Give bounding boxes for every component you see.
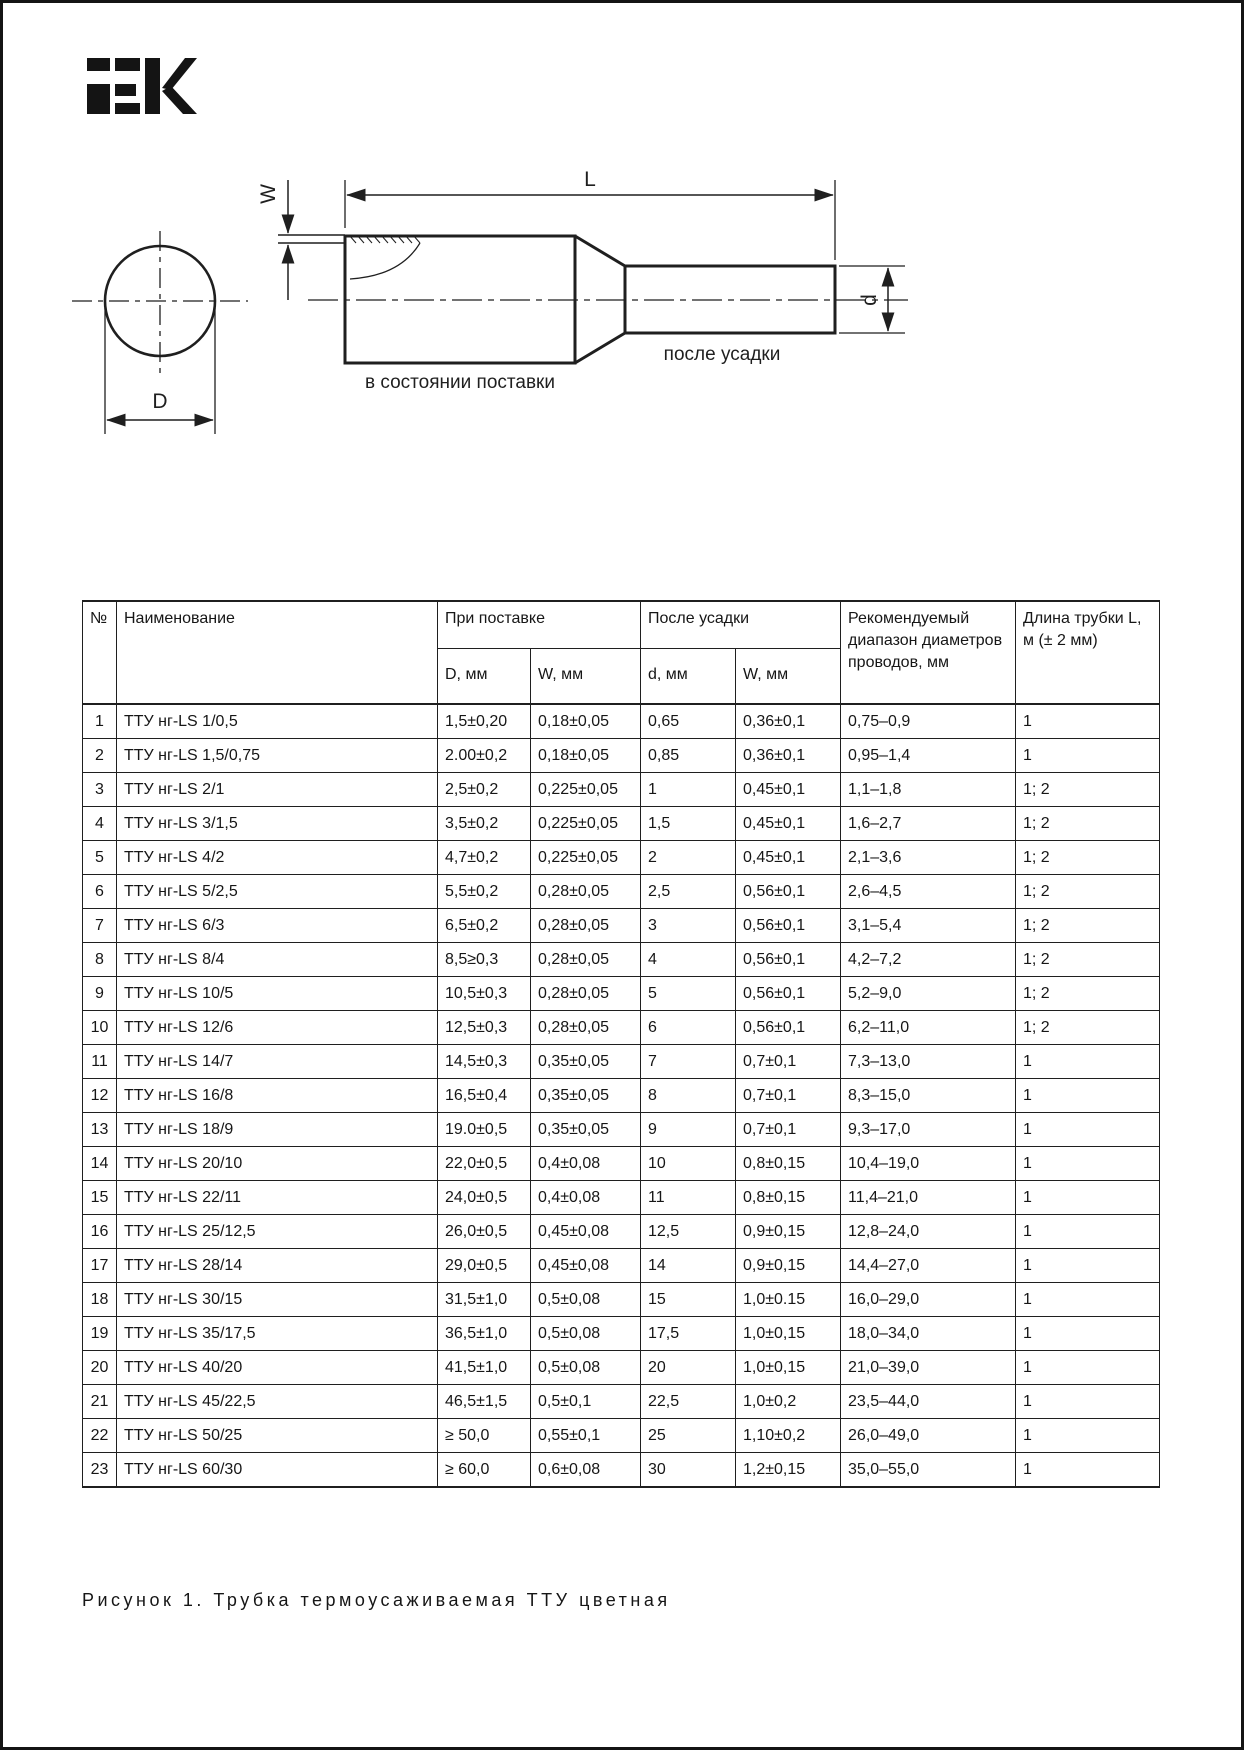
- tube-body: [278, 235, 908, 363]
- cell: ТТУ нг-LS 25/12,5: [117, 1215, 438, 1249]
- cell: 2,5: [641, 875, 736, 909]
- cell: 1: [1016, 1351, 1160, 1385]
- cell: 5,5±0,2: [438, 875, 531, 909]
- cell: 0,45±0,08: [531, 1249, 641, 1283]
- subcol-W-after: W, мм: [736, 649, 841, 705]
- cell: 0,45±0,1: [736, 841, 841, 875]
- table-row: [83, 1385, 1160, 1419]
- cell: 22,5: [641, 1385, 736, 1419]
- table-row: [83, 1283, 1160, 1317]
- cell: 0,85: [641, 739, 736, 773]
- cell-row-number: 11: [83, 1045, 117, 1079]
- cell-row-number: 14: [83, 1147, 117, 1181]
- table-row: [83, 1147, 1160, 1181]
- spec-table-rows: [83, 704, 1160, 1487]
- cell: 0,65: [641, 704, 736, 739]
- cell: 0,45±0,1: [736, 773, 841, 807]
- cell-row-number: 8: [83, 943, 117, 977]
- cell: 1; 2: [1016, 909, 1160, 943]
- cell: 1; 2: [1016, 943, 1160, 977]
- cell: 9: [641, 1113, 736, 1147]
- cell: 36,5±1,0: [438, 1317, 531, 1351]
- table-row: [83, 875, 1160, 909]
- cell: 26,0–49,0: [841, 1419, 1016, 1453]
- cell: 0,8±0,15: [736, 1181, 841, 1215]
- iek-logo-glyphs: [87, 58, 197, 114]
- table-row: [83, 1181, 1160, 1215]
- cell: 1: [641, 773, 736, 807]
- cell: 1: [1016, 1419, 1160, 1453]
- cell: 0,45±0,08: [531, 1215, 641, 1249]
- cell: 4,2–7,2: [841, 943, 1016, 977]
- cell: 2,5±0,2: [438, 773, 531, 807]
- cell: 1; 2: [1016, 977, 1160, 1011]
- cell: 0,225±0,05: [531, 807, 641, 841]
- cell-row-number: 9: [83, 977, 117, 1011]
- cell: ТТУ нг-LS 22/11: [117, 1181, 438, 1215]
- cell: 22,0±0,5: [438, 1147, 531, 1181]
- cell: 4,7±0,2: [438, 841, 531, 875]
- cell: 14: [641, 1249, 736, 1283]
- table-row: [83, 1317, 1160, 1351]
- cell: 35,0–55,0: [841, 1453, 1016, 1488]
- cell: 0,5±0,1: [531, 1385, 641, 1419]
- cell: 1,0±0.15: [736, 1283, 841, 1317]
- subcol-W-delivery: W, мм: [531, 649, 641, 705]
- col-header-name: Наименование: [117, 601, 438, 704]
- cell: 1,5: [641, 807, 736, 841]
- cell: 0,6±0,08: [531, 1453, 641, 1488]
- cell: 0,75–0,9: [841, 704, 1016, 739]
- cell: 23,5–44,0: [841, 1385, 1016, 1419]
- cell: ТТУ нг-LS 10/5: [117, 977, 438, 1011]
- cell: 0,95–1,4: [841, 739, 1016, 773]
- cell: 2: [641, 841, 736, 875]
- cell: 21,0–39,0: [841, 1351, 1016, 1385]
- cell-row-number: 23: [83, 1453, 117, 1488]
- cell: ТТУ нг-LS 20/10: [117, 1147, 438, 1181]
- cell: 8,3–15,0: [841, 1079, 1016, 1113]
- cell: 10: [641, 1147, 736, 1181]
- cell: ТТУ нг-LS 35/17,5: [117, 1317, 438, 1351]
- cell-row-number: 17: [83, 1249, 117, 1283]
- cell: ТТУ нг-LS 2/1: [117, 773, 438, 807]
- col-header-delivery: При поставке: [438, 601, 641, 649]
- cell: 2.00±0,2: [438, 739, 531, 773]
- col-header-num: №: [83, 601, 117, 704]
- cell-row-number: 13: [83, 1113, 117, 1147]
- label-delivery-state: в состоянии поставки: [365, 372, 555, 393]
- cell: ≥ 60,0: [438, 1453, 531, 1488]
- cell: 46,5±1,5: [438, 1385, 531, 1419]
- cell: 8,5≥0,3: [438, 943, 531, 977]
- cell: ТТУ нг-LS 1,5/0,75: [117, 739, 438, 773]
- table-row: [83, 1215, 1160, 1249]
- table-row: [83, 1113, 1160, 1147]
- cell: ТТУ нг-LS 50/25: [117, 1419, 438, 1453]
- cell: 15: [641, 1283, 736, 1317]
- label-d: d: [858, 294, 881, 306]
- cell: ТТУ нг-LS 5/2,5: [117, 875, 438, 909]
- cell: 0,56±0,1: [736, 1011, 841, 1045]
- cell: ТТУ нг-LS 1/0,5: [117, 704, 438, 739]
- cell: ТТУ нг-LS 3/1,5: [117, 807, 438, 841]
- cell: 2,1–3,6: [841, 841, 1016, 875]
- cell-row-number: 15: [83, 1181, 117, 1215]
- cell: 1; 2: [1016, 1011, 1160, 1045]
- cell: 16,5±0,4: [438, 1079, 531, 1113]
- cell-row-number: 16: [83, 1215, 117, 1249]
- cell: 1,6–2,7: [841, 807, 1016, 841]
- cell: 0,7±0,1: [736, 1045, 841, 1079]
- cell: 0,28±0,05: [531, 875, 641, 909]
- cell-row-number: 4: [83, 807, 117, 841]
- cell: 6,2–11,0: [841, 1011, 1016, 1045]
- cell: 1: [1016, 1453, 1160, 1488]
- cell: 17,5: [641, 1317, 736, 1351]
- cell: ТТУ нг-LS 14/7: [117, 1045, 438, 1079]
- cell: 1: [1016, 1113, 1160, 1147]
- table-row: [83, 1351, 1160, 1385]
- table-row: [83, 704, 1160, 739]
- cell: 0,36±0,1: [736, 704, 841, 739]
- table-row: [83, 807, 1160, 841]
- label-W: W: [257, 184, 280, 204]
- cell: 0,9±0,15: [736, 1215, 841, 1249]
- cell: 1,2±0,15: [736, 1453, 841, 1488]
- cell: 0,225±0,05: [531, 841, 641, 875]
- cell-row-number: 19: [83, 1317, 117, 1351]
- cell-row-number: 2: [83, 739, 117, 773]
- cell: ТТУ нг-LS 16/8: [117, 1079, 438, 1113]
- cell: 1,0±0,2: [736, 1385, 841, 1419]
- cell: 1: [1016, 739, 1160, 773]
- cell: 1: [1016, 1385, 1160, 1419]
- cell: 5: [641, 977, 736, 1011]
- cell: 6,5±0,2: [438, 909, 531, 943]
- cell-row-number: 21: [83, 1385, 117, 1419]
- col-header-length: Длина трубки L, м (± 2 мм): [1016, 601, 1160, 704]
- cell: 2,6–4,5: [841, 875, 1016, 909]
- cell: 0,55±0,1: [531, 1419, 641, 1453]
- dimension-L: [345, 180, 835, 260]
- cell: 11: [641, 1181, 736, 1215]
- cell: 0,4±0,08: [531, 1147, 641, 1181]
- cell: 14,5±0,3: [438, 1045, 531, 1079]
- cell: 1: [1016, 1147, 1160, 1181]
- cell: 1,1–1,8: [841, 773, 1016, 807]
- cell: 10,4–19,0: [841, 1147, 1016, 1181]
- cell: 0,5±0,08: [531, 1283, 641, 1317]
- cell: 0,35±0,05: [531, 1113, 641, 1147]
- cell-row-number: 10: [83, 1011, 117, 1045]
- cell: 1; 2: [1016, 807, 1160, 841]
- table-row: [83, 1079, 1160, 1113]
- cell: 1,0±0,15: [736, 1317, 841, 1351]
- cell: 0,7±0,1: [736, 1079, 841, 1113]
- cell: 0,28±0,05: [531, 943, 641, 977]
- cell: 0,8±0,15: [736, 1147, 841, 1181]
- cell-row-number: 1: [83, 704, 117, 739]
- cell: 16,0–29,0: [841, 1283, 1016, 1317]
- cell: 1: [1016, 1283, 1160, 1317]
- cell: 1; 2: [1016, 875, 1160, 909]
- tube-drawing: [60, 148, 920, 488]
- table-row: [83, 1011, 1160, 1045]
- iek-logo: [87, 58, 197, 114]
- table-row: [83, 773, 1160, 807]
- cell: 20: [641, 1351, 736, 1385]
- table-row: [83, 1045, 1160, 1079]
- cell-row-number: 6: [83, 875, 117, 909]
- cell: 29,0±0,5: [438, 1249, 531, 1283]
- cell: 31,5±1,0: [438, 1283, 531, 1317]
- figure-caption: Рисунок 1. Трубка термоусаживаемая ТТУ цветная: [82, 1590, 671, 1610]
- subcol-d: d, мм: [641, 649, 736, 705]
- cell: 0,5±0,08: [531, 1351, 641, 1385]
- cell: 0,5±0,08: [531, 1317, 641, 1351]
- cell: 10,5±0,3: [438, 977, 531, 1011]
- cell: 7,3–13,0: [841, 1045, 1016, 1079]
- cell: 0,18±0,05: [531, 739, 641, 773]
- cell: 3,1–5,4: [841, 909, 1016, 943]
- table-row: [83, 1453, 1160, 1488]
- cell: 30: [641, 1453, 736, 1488]
- cell: ТТУ нг-LS 30/15: [117, 1283, 438, 1317]
- cell: 18,0–34,0: [841, 1317, 1016, 1351]
- cell: 0,56±0,1: [736, 943, 841, 977]
- cell: 0,28±0,05: [531, 1011, 641, 1045]
- cell-row-number: 7: [83, 909, 117, 943]
- cell: 0,56±0,1: [736, 977, 841, 1011]
- cell: 12,8–24,0: [841, 1215, 1016, 1249]
- cell: ТТУ нг-LS 6/3: [117, 909, 438, 943]
- cross-section-circle: [72, 231, 248, 376]
- table-row: [83, 739, 1160, 773]
- cell: 25: [641, 1419, 736, 1453]
- cell: 0,225±0,05: [531, 773, 641, 807]
- cell: ТТУ нг-LS 45/22,5: [117, 1385, 438, 1419]
- cell: 41,5±1,0: [438, 1351, 531, 1385]
- table-row: [83, 909, 1160, 943]
- cell: 0,56±0,1: [736, 909, 841, 943]
- cell: 0,35±0,05: [531, 1045, 641, 1079]
- cell: 1: [1016, 1181, 1160, 1215]
- cell: 0,35±0,05: [531, 1079, 641, 1113]
- cell: ≥ 50,0: [438, 1419, 531, 1453]
- cell: ТТУ нг-LS 8/4: [117, 943, 438, 977]
- cell: ТТУ нг-LS 28/14: [117, 1249, 438, 1283]
- cell: 14,4–27,0: [841, 1249, 1016, 1283]
- label-L: L: [584, 168, 596, 191]
- cell: 7: [641, 1045, 736, 1079]
- cell: 1; 2: [1016, 773, 1160, 807]
- cell: 24,0±0,5: [438, 1181, 531, 1215]
- cell: 0,9±0,15: [736, 1249, 841, 1283]
- cell: 1: [1016, 704, 1160, 739]
- table-row: [83, 977, 1160, 1011]
- cell: ТТУ нг-LS 12/6: [117, 1011, 438, 1045]
- cell: 12,5±0,3: [438, 1011, 531, 1045]
- cell: 1,0±0,15: [736, 1351, 841, 1385]
- cell-row-number: 12: [83, 1079, 117, 1113]
- cell-row-number: 5: [83, 841, 117, 875]
- cell: 19.0±0,5: [438, 1113, 531, 1147]
- table-row: [83, 841, 1160, 875]
- cell: 1: [1016, 1317, 1160, 1351]
- cell: ТТУ нг-LS 4/2: [117, 841, 438, 875]
- cell-row-number: 18: [83, 1283, 117, 1317]
- cell: 0,28±0,05: [531, 977, 641, 1011]
- cell: ТТУ нг-LS 40/20: [117, 1351, 438, 1385]
- cell-row-number: 22: [83, 1419, 117, 1453]
- cell: 0,36±0,1: [736, 739, 841, 773]
- cell: 6: [641, 1011, 736, 1045]
- cell: ТТУ нг-LS 18/9: [117, 1113, 438, 1147]
- cell: 0,56±0,1: [736, 875, 841, 909]
- cell: 0,18±0,05: [531, 704, 641, 739]
- cell: 0,45±0,1: [736, 807, 841, 841]
- label-D: D: [152, 390, 168, 413]
- table-row: [83, 1249, 1160, 1283]
- cell: 4: [641, 943, 736, 977]
- cell: ТТУ нг-LS 60/30: [117, 1453, 438, 1488]
- cell: 0,28±0,05: [531, 909, 641, 943]
- cell: 1: [1016, 1079, 1160, 1113]
- subcol-D: D, мм: [438, 649, 531, 705]
- cell: 1: [1016, 1045, 1160, 1079]
- cell: 0,4±0,08: [531, 1181, 641, 1215]
- cell-row-number: 20: [83, 1351, 117, 1385]
- cell: 1,10±0,2: [736, 1419, 841, 1453]
- cell: 3,5±0,2: [438, 807, 531, 841]
- cell: 3: [641, 909, 736, 943]
- table-row: [83, 943, 1160, 977]
- cell: 1; 2: [1016, 841, 1160, 875]
- cell-row-number: 3: [83, 773, 117, 807]
- cell: 12,5: [641, 1215, 736, 1249]
- cell: 5,2–9,0: [841, 977, 1016, 1011]
- col-header-range: Рекомендуемый диапазон диаметров проводов, мм: [841, 601, 1016, 704]
- cell: 1: [1016, 1215, 1160, 1249]
- cell: 11,4–21,0: [841, 1181, 1016, 1215]
- label-after-shrink: после усадки: [663, 344, 781, 365]
- cell: 0,7±0,1: [736, 1113, 841, 1147]
- cell: 26,0±0,5: [438, 1215, 531, 1249]
- cell: 9,3–17,0: [841, 1113, 1016, 1147]
- table-row: [83, 1419, 1160, 1453]
- col-header-after-shrink: После усадки: [641, 601, 841, 649]
- spec-table: [82, 600, 1160, 1488]
- cell: 1,5±0,20: [438, 704, 531, 739]
- cell: 1: [1016, 1249, 1160, 1283]
- spec-table-head: [83, 601, 1160, 704]
- cell: 8: [641, 1079, 736, 1113]
